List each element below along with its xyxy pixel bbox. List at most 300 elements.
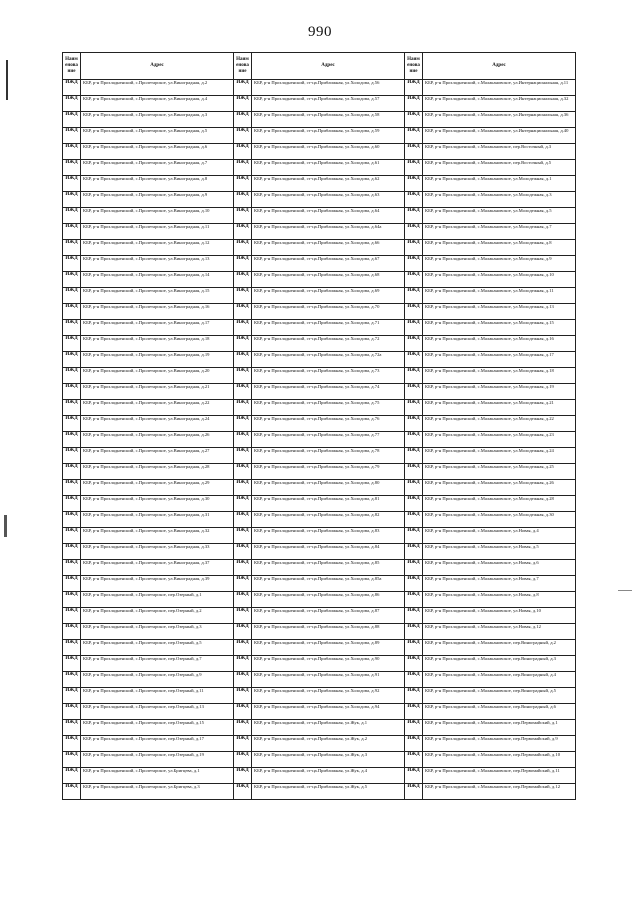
- table-row: [63, 768, 576, 784]
- address-cell: КБР, р-н Прохладненский, с.Пролетарское, ул.Виноградная, д.29: [81, 480, 234, 496]
- address-cell: КБР, р-н Прохладненский, ст-ца.Приближная, ул.Холодова, д.74: [252, 384, 405, 400]
- address-cell: КБР, р-н Прохладненский, ст-ца.Приближная, ул.Жук, д.1: [252, 720, 405, 736]
- object-type-cell: ИЖД: [234, 640, 252, 656]
- object-type-cell: ИЖД: [234, 144, 252, 160]
- address-cell: КБР, р-н Прохладненский, ст-ца.Приближная, ул.Холодова, д.72а: [252, 352, 405, 368]
- table-row: [63, 416, 576, 432]
- table-row: [63, 752, 576, 768]
- table-row: [63, 432, 576, 448]
- object-type-cell: ИЖД: [63, 256, 81, 272]
- table-row: [63, 464, 576, 480]
- table-row: [63, 448, 576, 464]
- address-cell: КБР, р-н Прохладненский, с.Малакановское, пер.Восточный, д.3: [423, 144, 576, 160]
- object-type-cell: ИЖД: [234, 400, 252, 416]
- object-type-cell: ИЖД: [405, 672, 423, 688]
- object-type-cell: ИЖД: [63, 448, 81, 464]
- address-cell: КБР, р-н Прохладненский, ст-ца.Приближная, ул.Холодова, д.57: [252, 96, 405, 112]
- table-row: [63, 272, 576, 288]
- table-row: [63, 656, 576, 672]
- object-type-cell: ИЖД: [63, 96, 81, 112]
- object-type-cell: ИЖД: [63, 384, 81, 400]
- address-cell: КБР, р-н Прохладненский, с.Малакановское, ул.Молодежная, д.1: [423, 176, 576, 192]
- object-type-cell: ИЖД: [234, 624, 252, 640]
- object-type-cell: ИЖД: [234, 80, 252, 96]
- address-cell: КБР, р-н Прохладненский, ст-ца.Приближная, ул.Холодова, д.76: [252, 416, 405, 432]
- object-type-cell: ИЖД: [63, 304, 81, 320]
- address-cell: КБР, р-н Прохладненский, ст-ца.Приближная, ул.Холодова, д.89: [252, 640, 405, 656]
- address-cell: КБР, р-н Прохладненский, ст-ца.Приближная, ул.Холодова, д.80: [252, 480, 405, 496]
- object-type-cell: ИЖД: [405, 208, 423, 224]
- address-cell: КБР, р-н Прохладненский, ст-ца.Приближная, ул.Холодова, д.87: [252, 608, 405, 624]
- address-cell: КБР, р-н Прохладненский, ст-ца.Приближная, ул.Жук, д.5: [252, 784, 405, 800]
- object-type-cell: ИЖД: [234, 224, 252, 240]
- object-type-cell: ИЖД: [234, 480, 252, 496]
- address-cell: КБР, р-н Прохладненский, с.Пролетарское, ул.Виноградная, д.8: [81, 176, 234, 192]
- object-type-cell: ИЖД: [234, 192, 252, 208]
- table-row: [63, 400, 576, 416]
- object-type-cell: ИЖД: [234, 256, 252, 272]
- object-type-cell: ИЖД: [405, 576, 423, 592]
- object-type-cell: ИЖД: [63, 656, 81, 672]
- address-cell: КБР, р-н Прохладненский, с.Малакановское, ул.Молодежная, д.11: [423, 288, 576, 304]
- object-type-cell: ИЖД: [234, 592, 252, 608]
- object-type-cell: ИЖД: [405, 256, 423, 272]
- column-header-kind: Наим енова ние: [405, 53, 423, 80]
- object-type-cell: ИЖД: [234, 672, 252, 688]
- object-type-cell: ИЖД: [63, 352, 81, 368]
- address-cell: КБР, р-н Прохладненский, с.Малакановское, ул.Молодежная, д.3: [423, 192, 576, 208]
- address-cell: КБР, р-н Прохладненский, с.Пролетарское, ул.Виноградная, д.21: [81, 384, 234, 400]
- object-type-cell: ИЖД: [63, 128, 81, 144]
- object-type-cell: ИЖД: [63, 528, 81, 544]
- table-row: [63, 592, 576, 608]
- address-cell: КБР, р-н Прохладненский, с.Пролетарское, пер.Озерный, д.7: [81, 656, 234, 672]
- object-type-cell: ИЖД: [63, 480, 81, 496]
- address-cell: КБР, р-н Прохладненский, с.Пролетарское, ул.Виноградная, д.15: [81, 288, 234, 304]
- address-cell: КБР, р-н Прохладненский, ст-ца.Приближная, ул.Жук, д.3: [252, 752, 405, 768]
- object-type-cell: ИЖД: [234, 160, 252, 176]
- address-cell: КБР, р-н Прохладненский, с.Пролетарское, ул.Виноградная, д.22: [81, 400, 234, 416]
- object-type-cell: ИЖД: [63, 608, 81, 624]
- address-cell: КБР, р-н Прохладненский, ст-ца.Приближная, ул.Холодова, д.88: [252, 624, 405, 640]
- address-cell: КБР, р-н Прохладненский, с.Пролетарское, пер.Озерный, д.15: [81, 720, 234, 736]
- address-cell: КБР, р-н Прохладненский, ст-ца.Приближная, ул.Холодова, д.86: [252, 592, 405, 608]
- object-type-cell: ИЖД: [405, 704, 423, 720]
- object-type-cell: ИЖД: [63, 336, 81, 352]
- address-cell: КБР, р-н Прохладненский, ст-ца.Приближная, ул.Холодова, д.79: [252, 464, 405, 480]
- object-type-cell: ИЖД: [405, 560, 423, 576]
- object-type-cell: ИЖД: [234, 352, 252, 368]
- address-cell: КБР, р-н Прохладненский, с.Малакановское, пер.Виноградный, д.4: [423, 672, 576, 688]
- address-cell: КБР, р-н Прохладненский, ст-ца.Приближная, ул.Холодова, д.94: [252, 704, 405, 720]
- object-type-cell: ИЖД: [63, 752, 81, 768]
- object-type-cell: ИЖД: [234, 576, 252, 592]
- object-type-cell: ИЖД: [63, 496, 81, 512]
- object-type-cell: ИЖД: [234, 416, 252, 432]
- address-cell: КБР, р-н Прохладненский, ст-ца.Приближная, ул.Холодова, д.56: [252, 80, 405, 96]
- object-type-cell: ИЖД: [234, 720, 252, 736]
- table-row: [63, 688, 576, 704]
- object-type-cell: ИЖД: [405, 176, 423, 192]
- address-cell: КБР, р-н Прохладненский, с.Пролетарское, ул.Виноградная, д.37: [81, 560, 234, 576]
- address-cell: КБР, р-н Прохладненский, с.Пролетарское, ул.Виноградная, д.39: [81, 576, 234, 592]
- address-cell: КБР, р-н Прохладненский, с.Пролетарское, ул.Виноградная, д.2: [81, 80, 234, 96]
- address-cell: КБР, р-н Прохладненский, с.Пролетарское, пер.Озерный, д.9: [81, 672, 234, 688]
- address-cell: КБР, р-н Прохладненский, с.Малакановское, ул.Молодежная, д.24: [423, 448, 576, 464]
- object-type-cell: ИЖД: [234, 368, 252, 384]
- object-type-cell: ИЖД: [405, 96, 423, 112]
- object-type-cell: ИЖД: [405, 784, 423, 800]
- address-cell: КБР, р-н Прохладненский, с.Пролетарское, ул.Виноградная, д.11: [81, 224, 234, 240]
- table-row: [63, 128, 576, 144]
- address-cell: КБР, р-н Прохладненский, с.Малакановское, ул.Новая, д.7: [423, 576, 576, 592]
- object-type-cell: ИЖД: [405, 416, 423, 432]
- object-type-cell: ИЖД: [234, 128, 252, 144]
- column-header-kind: Наим енова ние: [63, 53, 81, 80]
- object-type-cell: ИЖД: [63, 272, 81, 288]
- address-cell: КБР, р-н Прохладненский, с.Пролетарское, ул.Виноградная, д.17: [81, 320, 234, 336]
- object-type-cell: ИЖД: [234, 688, 252, 704]
- object-type-cell: ИЖД: [405, 272, 423, 288]
- object-type-cell: ИЖД: [234, 704, 252, 720]
- object-type-cell: ИЖД: [405, 432, 423, 448]
- address-cell: КБР, р-н Прохладненский, с.Малакановское, пер.Первомайский, д.9: [423, 736, 576, 752]
- object-type-cell: ИЖД: [234, 176, 252, 192]
- address-cell: КБР, р-н Прохладненский, с.Малакановское, ул.Молодежная, д.19: [423, 384, 576, 400]
- object-type-cell: ИЖД: [63, 432, 81, 448]
- object-type-cell: ИЖД: [405, 288, 423, 304]
- object-type-cell: ИЖД: [234, 528, 252, 544]
- address-cell: КБР, р-н Прохладненский, с.Малакановское, ул.Новая, д.5: [423, 544, 576, 560]
- address-cell: КБР, р-н Прохладненский, с.Малакановское, пер.Виноградный, д.3: [423, 656, 576, 672]
- address-cell: КБР, р-н Прохладненский, с.Малакановское, ул.Молодежная, д.30: [423, 512, 576, 528]
- object-type-cell: ИЖД: [234, 464, 252, 480]
- address-cell: КБР, р-н Прохладненский, с.Малакановское, пер.Виноградный, д.5: [423, 688, 576, 704]
- address-cell: КБР, р-н Прохладненский, с.Малакановское, ул.Новая, д.6: [423, 560, 576, 576]
- object-type-cell: ИЖД: [63, 704, 81, 720]
- address-cell: КБР, р-н Прохладненский, с.Малакановское, пер.Виноградный, д.2: [423, 640, 576, 656]
- table-row: [63, 144, 576, 160]
- table-row: [63, 512, 576, 528]
- object-type-cell: ИЖД: [405, 112, 423, 128]
- object-type-cell: ИЖД: [405, 240, 423, 256]
- address-cell: КБР, р-н Прохладненский, с.Малакановское, пер.Первомайский, д.10: [423, 752, 576, 768]
- address-cell: КБР, р-н Прохладненский, ст-ца.Приближная, ул.Холодова, д.84: [252, 544, 405, 560]
- column-header-address: Адрес: [81, 53, 234, 80]
- address-cell: КБР, р-н Прохладненский, ст-ца.Приближная, ул.Холодова, д.64а: [252, 224, 405, 240]
- address-cell: КБР, р-н Прохладненский, с.Малакановское, ул.Молодежная, д.22: [423, 416, 576, 432]
- address-cell: КБР, р-н Прохладненский, ст-ца.Приближная, ул.Холодова, д.83: [252, 528, 405, 544]
- table-row: [63, 560, 576, 576]
- table-row: [63, 704, 576, 720]
- table-row: [63, 384, 576, 400]
- object-type-cell: ИЖД: [405, 224, 423, 240]
- object-type-cell: ИЖД: [405, 128, 423, 144]
- table-row: [63, 352, 576, 368]
- object-type-cell: ИЖД: [234, 272, 252, 288]
- table-row: [63, 176, 576, 192]
- address-cell: КБР, р-н Прохладненский, с.Малакановское, ул.Молодежная, д.15: [423, 320, 576, 336]
- object-type-cell: ИЖД: [405, 624, 423, 640]
- address-cell: КБР, р-н Прохладненский, с.Малакановское, ул.Интернациональная, д.40: [423, 128, 576, 144]
- address-cell: КБР, р-н Прохладненский, с.Пролетарское, ул.Виноградная, д.7: [81, 160, 234, 176]
- address-cell: КБР, р-н Прохладненский, с.Пролетарское, ул.Виноградная, д.28: [81, 464, 234, 480]
- object-type-cell: ИЖД: [63, 176, 81, 192]
- object-type-cell: ИЖД: [63, 560, 81, 576]
- address-cell: КБР, р-н Прохладненский, с.Малакановское, ул.Молодежная, д.10: [423, 272, 576, 288]
- address-cell: КБР, р-н Прохладненский, с.Малакановское, ул.Молодежная, д.13: [423, 304, 576, 320]
- object-type-cell: ИЖД: [234, 96, 252, 112]
- address-cell: КБР, р-н Прохладненский, ст-ца.Приближная, ул.Холодова, д.63: [252, 192, 405, 208]
- object-type-cell: ИЖД: [63, 160, 81, 176]
- object-type-cell: ИЖД: [63, 112, 81, 128]
- object-type-cell: ИЖД: [234, 384, 252, 400]
- address-cell: КБР, р-н Прохладненский, с.Малакановское, ул.Молодежная, д.17: [423, 352, 576, 368]
- address-cell: КБР, р-н Прохладненский, с.Малакановское, пер.Первомайский, д.12: [423, 784, 576, 800]
- address-cell: КБР, р-н Прохладненский, с.Малакановское, ул.Молодежная, д.5: [423, 208, 576, 224]
- address-cell: КБР, р-н Прохладненский, ст-ца.Приближная, ул.Холодова, д.85а: [252, 576, 405, 592]
- object-type-cell: ИЖД: [405, 304, 423, 320]
- column-header-kind: Наим енова ние: [234, 53, 252, 80]
- table-row: [63, 112, 576, 128]
- object-type-cell: ИЖД: [405, 640, 423, 656]
- address-cell: КБР, р-н Прохладненский, с.Пролетарское, ул.Виноградная, д.18: [81, 336, 234, 352]
- object-type-cell: ИЖД: [234, 208, 252, 224]
- object-type-cell: ИЖД: [405, 512, 423, 528]
- object-type-cell: ИЖД: [405, 736, 423, 752]
- address-cell: КБР, р-н Прохладненский, ст-ца.Приближная, ул.Холодова, д.81: [252, 496, 405, 512]
- address-cell: КБР, р-н Прохладненский, ст-ца.Приближная, ул.Холодова, д.92: [252, 688, 405, 704]
- object-type-cell: ИЖД: [63, 400, 81, 416]
- table-row: [63, 224, 576, 240]
- address-cell: КБР, р-н Прохладненский, с.Пролетарское, ул.Бригцева, д.1: [81, 768, 234, 784]
- address-cell: КБР, р-н Прохладненский, с.Малакановское, ул.Новая, д.4: [423, 528, 576, 544]
- object-type-cell: ИЖД: [63, 720, 81, 736]
- object-type-cell: ИЖД: [405, 80, 423, 96]
- address-cell: КБР, р-н Прохладненский, с.Пролетарское, ул.Виноградная, д.24: [81, 416, 234, 432]
- address-cell: КБР, р-н Прохладненский, ст-ца.Приближная, ул.Холодова, д.73: [252, 368, 405, 384]
- registry-sheet: [62, 52, 576, 800]
- table-row: [63, 304, 576, 320]
- address-cell: КБР, р-н Прохладненский, ст-ца.Приближная, ул.Холодова, д.62: [252, 176, 405, 192]
- address-cell: КБР, р-н Прохладненский, с.Пролетарское, ул.Виноградная, д.4: [81, 96, 234, 112]
- column-header-address: Адрес: [252, 53, 405, 80]
- address-cell: КБР, р-н Прохладненский, с.Малакановское, ул.Молодежная, д.28: [423, 496, 576, 512]
- object-type-cell: ИЖД: [63, 736, 81, 752]
- object-type-cell: ИЖД: [405, 528, 423, 544]
- table-row: [63, 336, 576, 352]
- object-type-cell: ИЖД: [405, 656, 423, 672]
- column-header-address: Адрес: [423, 53, 576, 80]
- object-type-cell: ИЖД: [405, 768, 423, 784]
- table-row: [63, 480, 576, 496]
- object-type-cell: ИЖД: [63, 624, 81, 640]
- address-cell: КБР, р-н Прохладненский, ст-ца.Приближная, ул.Холодова, д.59: [252, 128, 405, 144]
- address-cell: КБР, р-н Прохладненский, с.Пролетарское, ул.Виноградная, д.33: [81, 544, 234, 560]
- address-cell: КБР, р-н Прохладненский, с.Малакановское, ул.Молодежная, д.8: [423, 240, 576, 256]
- object-type-cell: ИЖД: [63, 192, 81, 208]
- address-cell: КБР, р-н Прохладненский, с.Малакановское, ул.Молодежная, д.9: [423, 256, 576, 272]
- object-type-cell: ИЖД: [234, 320, 252, 336]
- table-row: [63, 608, 576, 624]
- address-cell: КБР, р-н Прохладненский, ст-ца.Приближная, ул.Холодова, д.91: [252, 672, 405, 688]
- address-cell: КБР, р-н Прохладненский, ст-ца.Приближная, ул.Холодова, д.70: [252, 304, 405, 320]
- address-cell: КБР, р-н Прохладненский, с.Малакановское, пер.Первомайский, д.11: [423, 768, 576, 784]
- table-row: [63, 288, 576, 304]
- object-type-cell: ИЖД: [63, 368, 81, 384]
- address-cell: КБР, р-н Прохладненский, с.Пролетарское, ул.Бригцева, д.3: [81, 784, 234, 800]
- object-type-cell: ИЖД: [63, 784, 81, 800]
- object-type-cell: ИЖД: [234, 288, 252, 304]
- object-type-cell: ИЖД: [405, 368, 423, 384]
- object-type-cell: ИЖД: [63, 576, 81, 592]
- object-type-cell: ИЖД: [234, 784, 252, 800]
- address-registry-table: [62, 52, 576, 800]
- address-cell: КБР, р-н Прохладненский, с.Пролетарское, ул.Виноградная, д.14: [81, 272, 234, 288]
- address-cell: КБР, р-н Прохладненский, с.Малакановское, ул.Новая, д.12: [423, 624, 576, 640]
- object-type-cell: ИЖД: [234, 768, 252, 784]
- table-row: [63, 496, 576, 512]
- object-type-cell: ИЖД: [234, 336, 252, 352]
- address-cell: КБР, р-н Прохладненский, с.Пролетарское, ул.Виноградная, д.3: [81, 112, 234, 128]
- object-type-cell: ИЖД: [405, 480, 423, 496]
- object-type-cell: ИЖД: [234, 112, 252, 128]
- address-cell: КБР, р-н Прохладненский, ст-ца.Приближная, ул.Холодова, д.60: [252, 144, 405, 160]
- table-row: [63, 240, 576, 256]
- address-cell: КБР, р-н Прохладненский, с.Пролетарское, пер.Озерный, д.2: [81, 608, 234, 624]
- table-row: [63, 368, 576, 384]
- table-row: [63, 256, 576, 272]
- table-row: [63, 96, 576, 112]
- object-type-cell: ИЖД: [405, 464, 423, 480]
- table-row: [63, 736, 576, 752]
- address-cell: КБР, р-н Прохладненский, ст-ца.Приближная, ул.Холодова, д.75: [252, 400, 405, 416]
- address-cell: КБР, р-н Прохладненский, ст-ца.Приближная, ул.Холодова, д.90: [252, 656, 405, 672]
- object-type-cell: ИЖД: [405, 592, 423, 608]
- object-type-cell: ИЖД: [63, 688, 81, 704]
- address-cell: КБР, р-н Прохладненский, с.Пролетарское, ул.Виноградная, д.30: [81, 496, 234, 512]
- object-type-cell: ИЖД: [405, 688, 423, 704]
- object-type-cell: ИЖД: [405, 752, 423, 768]
- address-cell: КБР, р-н Прохладненский, с.Пролетарское, ул.Виноградная, д.9: [81, 192, 234, 208]
- object-type-cell: ИЖД: [63, 288, 81, 304]
- address-cell: КБР, р-н Прохладненский, с.Пролетарское, ул.Виноградная, д.26: [81, 432, 234, 448]
- address-cell: КБР, р-н Прохладненский, с.Малакановское, ул.Молодежная, д.16: [423, 336, 576, 352]
- table-header-row: [63, 53, 576, 80]
- address-cell: КБР, р-н Прохладненский, с.Малакановское, ул.Новая, д.10: [423, 608, 576, 624]
- object-type-cell: ИЖД: [234, 736, 252, 752]
- object-type-cell: ИЖД: [63, 512, 81, 528]
- object-type-cell: ИЖД: [405, 352, 423, 368]
- address-cell: КБР, р-н Прохладненский, ст-ца.Приближная, ул.Холодова, д.69: [252, 288, 405, 304]
- table-row: [63, 640, 576, 656]
- object-type-cell: ИЖД: [405, 544, 423, 560]
- table-row: [63, 576, 576, 592]
- object-type-cell: ИЖД: [405, 720, 423, 736]
- object-type-cell: ИЖД: [63, 80, 81, 96]
- address-cell: КБР, р-н Прохладненский, с.Пролетарское, пер.Озерный, д.3: [81, 624, 234, 640]
- address-cell: КБР, р-н Прохладненский, с.Пролетарское, ул.Виноградная, д.13: [81, 256, 234, 272]
- address-cell: КБР, р-н Прохладненский, ст-ца.Приближная, ул.Холодова, д.77: [252, 432, 405, 448]
- address-cell: КБР, р-н Прохладненский, с.Пролетарское, ул.Виноградная, д.32: [81, 528, 234, 544]
- object-type-cell: ИЖД: [405, 192, 423, 208]
- address-cell: КБР, р-н Прохладненский, ст-ца.Приближная, ул.Жук, д.2: [252, 736, 405, 752]
- address-cell: КБР, р-н Прохладненский, ст-ца.Приближная, ул.Холодова, д.78: [252, 448, 405, 464]
- address-cell: КБР, р-н Прохладненский, ст-ца.Приближная, ул.Жук, д.4: [252, 768, 405, 784]
- address-cell: КБР, р-н Прохладненский, с.Пролетарское, пер.Озерный, д.13: [81, 704, 234, 720]
- object-type-cell: ИЖД: [63, 144, 81, 160]
- address-cell: КБР, р-н Прохладненский, с.Пролетарское, ул.Виноградная, д.6: [81, 144, 234, 160]
- object-type-cell: ИЖД: [405, 608, 423, 624]
- object-type-cell: ИЖД: [63, 320, 81, 336]
- object-type-cell: ИЖД: [63, 640, 81, 656]
- table-row: [63, 528, 576, 544]
- address-cell: КБР, р-н Прохладненский, ст-ца.Приближная, ул.Холодова, д.82: [252, 512, 405, 528]
- address-cell: КБР, р-н Прохладненский, ст-ца.Приближная, ул.Холодова, д.58: [252, 112, 405, 128]
- address-cell: КБР, р-н Прохладненский, ст-ца.Приближная, ул.Холодова, д.66: [252, 240, 405, 256]
- table-row: [63, 544, 576, 560]
- object-type-cell: ИЖД: [405, 384, 423, 400]
- object-type-cell: ИЖД: [234, 496, 252, 512]
- address-cell: КБР, р-н Прохладненский, с.Малакановское, ул.Молодежная, д.25: [423, 464, 576, 480]
- address-cell: КБР, р-н Прохладненский, с.Пролетарское, ул.Виноградная, д.27: [81, 448, 234, 464]
- object-type-cell: ИЖД: [234, 304, 252, 320]
- object-type-cell: ИЖД: [405, 496, 423, 512]
- object-type-cell: ИЖД: [63, 416, 81, 432]
- table-row: [63, 784, 576, 800]
- table-row: [63, 624, 576, 640]
- object-type-cell: ИЖД: [63, 768, 81, 784]
- address-cell: КБР, р-н Прохладненский, с.Малакановское, ул.Интернациональная, д.11: [423, 80, 576, 96]
- object-type-cell: ИЖД: [234, 752, 252, 768]
- object-type-cell: ИЖД: [63, 592, 81, 608]
- scan-mark: [618, 590, 632, 591]
- object-type-cell: ИЖД: [405, 144, 423, 160]
- binding-mark: [6, 60, 8, 100]
- table-body: [63, 80, 576, 800]
- address-cell: КБР, р-н Прохладненский, с.Малакановское, ул.Молодежная, д.21: [423, 400, 576, 416]
- table-row: [63, 192, 576, 208]
- table-row: [63, 208, 576, 224]
- address-cell: КБР, р-н Прохладненский, с.Малакановское, пер.Восточный, д.5: [423, 160, 576, 176]
- table-row: [63, 720, 576, 736]
- table-row: [63, 80, 576, 96]
- address-cell: КБР, р-н Прохладненский, с.Пролетарское, пер.Озерный, д.11: [81, 688, 234, 704]
- object-type-cell: ИЖД: [63, 464, 81, 480]
- object-type-cell: ИЖД: [63, 672, 81, 688]
- address-cell: КБР, р-н Прохладненский, ст-ца.Приближная, ул.Холодова, д.71: [252, 320, 405, 336]
- object-type-cell: ИЖД: [234, 240, 252, 256]
- object-type-cell: ИЖД: [405, 160, 423, 176]
- table-row: [63, 160, 576, 176]
- address-cell: КБР, р-н Прохладненский, с.Малакановское, ул.Молодежная, д.26: [423, 480, 576, 496]
- object-type-cell: ИЖД: [405, 448, 423, 464]
- table-row: [63, 672, 576, 688]
- address-cell: КБР, р-н Прохладненский, с.Малакановское, ул.Молодежная, д.18: [423, 368, 576, 384]
- object-type-cell: ИЖД: [234, 656, 252, 672]
- object-type-cell: ИЖД: [234, 448, 252, 464]
- address-cell: КБР, р-н Прохладненский, с.Пролетарское, ул.Виноградная, д.10: [81, 208, 234, 224]
- page-number: 990: [308, 24, 332, 40]
- address-cell: КБР, р-н Прохладненский, с.Пролетарское, пер.Озерный, д.1: [81, 592, 234, 608]
- address-cell: КБР, р-н Прохладненский, ст-ца.Приближная, ул.Холодова, д.68: [252, 272, 405, 288]
- address-cell: КБР, р-н Прохладненский, с.Пролетарское, ул.Виноградная, д.19: [81, 352, 234, 368]
- address-cell: КБР, р-н Прохладненский, с.Пролетарское, пер.Озерный, д.19: [81, 752, 234, 768]
- address-cell: КБР, р-н Прохладненский, с.Малакановское, ул.Интернациональная, д.32: [423, 96, 576, 112]
- address-cell: КБР, р-н Прохладненский, с.Пролетарское, ул.Виноградная, д.5: [81, 128, 234, 144]
- address-cell: КБР, р-н Прохладненский, с.Малакановское, ул.Интернациональная, д.36: [423, 112, 576, 128]
- address-cell: КБР, р-н Прохладненский, с.Малакановское, пер.Виноградный, д.6: [423, 704, 576, 720]
